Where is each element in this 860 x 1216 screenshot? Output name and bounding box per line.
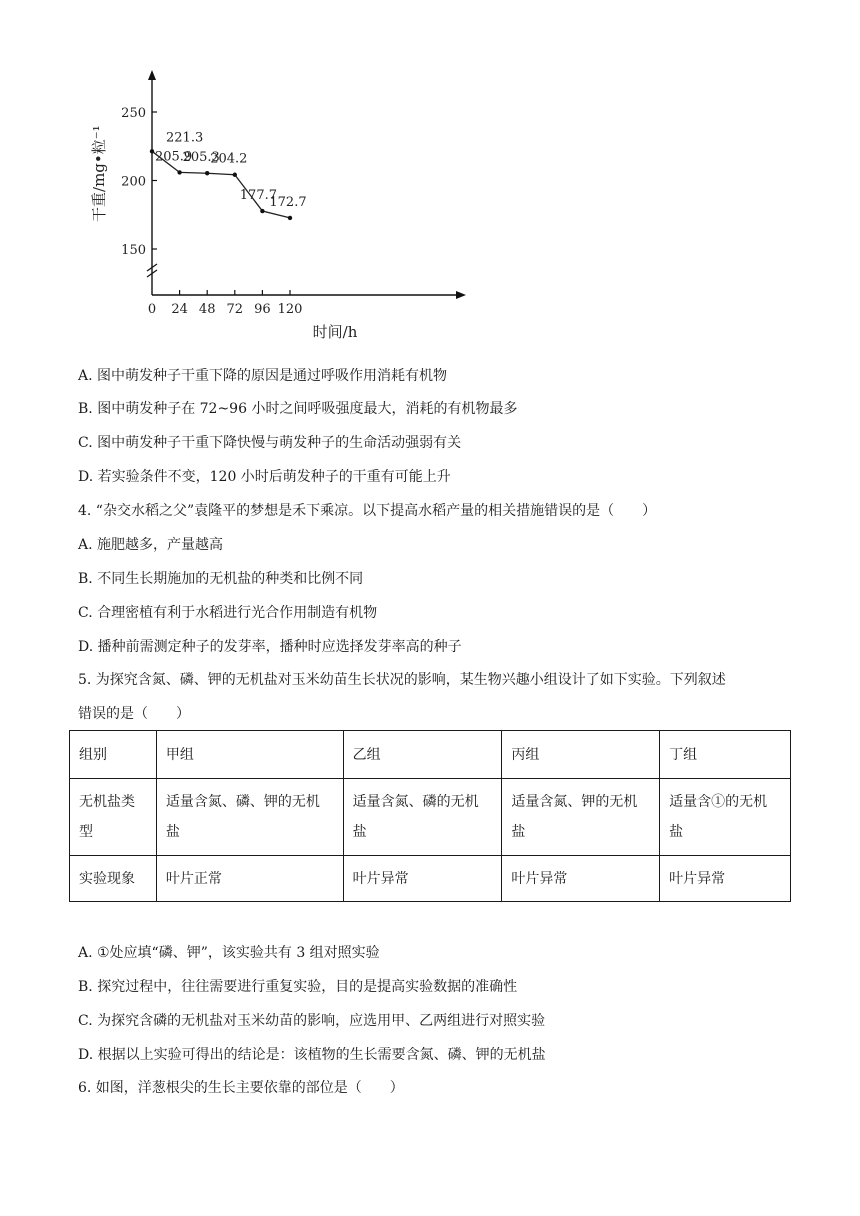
- q4-option-c: C. 合理密植有利于水稻进行光合作用制造有机物: [78, 605, 378, 621]
- q5-stem-line2: 错误的是（ ）: [78, 706, 190, 722]
- q5-stem-line1: 5. 为探究含氮、磷、钾的无机盐对玉米幼苗生长状况的影响，某生物兴趣小组设计了如下实验。下列叙述: [78, 672, 726, 688]
- data-label: 177.7: [239, 188, 278, 204]
- table-cell: 适量含氮、磷、钾的无机盐: [156, 779, 343, 856]
- q3-option-d: D. 若实验条件不变，120 小时后萌发种子的干重有可能上升: [78, 469, 451, 485]
- data-point: [288, 216, 292, 220]
- q4-option-a: A. 施肥越多，产量越高: [78, 537, 224, 553]
- data-point: [205, 171, 209, 175]
- table-cell: 叶片异常: [343, 856, 502, 902]
- data-point: [177, 170, 181, 174]
- x-tick-label: 24: [171, 302, 188, 317]
- y-tick-label: 250: [121, 106, 146, 121]
- x-tick-label: 120: [277, 302, 303, 317]
- data-label: 205.9: [154, 149, 193, 165]
- q5-option-d: D. 根据以上实验可得出的结论是：该植物的生长需要含氮、磷、钾的无机盐: [78, 1047, 546, 1063]
- table-header-row: [70, 731, 791, 779]
- y-tick-label: 150: [121, 243, 146, 258]
- table-cell: 叶片正常: [156, 856, 343, 902]
- table-cell: 适量含氮、钾的无机盐: [502, 779, 660, 856]
- data-point: [233, 173, 237, 177]
- dry-weight-line-chart: [80, 60, 480, 350]
- q4-option-b: B. 不同生长期施加的无机盐的种类和比例不同: [78, 571, 364, 587]
- table-cell: 实验现象: [70, 856, 157, 902]
- x-axis-label: 时间/h: [312, 323, 358, 341]
- q3-option-c: C. 图中萌发种子干重下降快慢与萌发种子的生命活动强弱有关: [78, 435, 462, 451]
- q5-option-b: B. 探究过程中，往往需要进行重复实验，目的是提高实验数据的准确性: [78, 979, 518, 995]
- x-axis-arrow: [456, 291, 466, 299]
- experiment-table: [69, 730, 791, 902]
- table-cell: 无机盐类型: [70, 779, 157, 856]
- x-tick-label: 96: [254, 302, 271, 317]
- table-cell: 适量含氮、磷的无机盐: [343, 779, 502, 856]
- q6-stem: 6. 如图，洋葱根尖的生长主要依靠的部位是（ ）: [78, 1080, 404, 1096]
- q5-option-c: C. 为探究含磷的无机盐对玉米幼苗的影响，应选用甲、乙两组进行对照实验: [78, 1013, 546, 1029]
- data-label: 204.2: [210, 151, 248, 167]
- table-cell: 丁组: [660, 731, 791, 779]
- q4-stem: 4. “杂交水稻之父”袁隆平的梦想是禾下乘凉。以下提高水稻产量的相关措施错误的是（ ）: [78, 503, 657, 519]
- q3-option-b: B. 图中萌发种子在 72~96 小时之间呼吸强度最大，消耗的有机物最多: [78, 401, 518, 417]
- x-tick-label: 0: [147, 302, 157, 317]
- data-label: 172.7: [269, 194, 307, 210]
- table-cell: 叶片异常: [660, 856, 791, 902]
- table-row: [70, 779, 791, 856]
- q4-option-d: D. 播种前需测定种子的发芽率，播种时应选择发芽率高的种子: [78, 639, 462, 655]
- y-axis-label: 干重/mg•粒⁻¹: [90, 125, 108, 222]
- table-cell: 适量含①的无机盐: [660, 779, 791, 856]
- table-cell: 甲组: [156, 731, 343, 779]
- data-point: [150, 149, 154, 153]
- table-cell: 组别: [70, 731, 157, 779]
- data-label: 205.3: [182, 150, 220, 166]
- q3-option-a: A. 图中萌发种子干重下降的原因是通过呼吸作用消耗有机物: [78, 368, 448, 384]
- y-axis-arrow: [148, 70, 156, 80]
- data-point: [260, 209, 264, 213]
- table-cell: 丙组: [502, 731, 660, 779]
- x-tick-label: 72: [226, 302, 244, 317]
- table-cell: 叶片异常: [502, 856, 660, 902]
- data-label: 221.3: [166, 130, 204, 146]
- q5-option-a: A. ①处应填“磷、钾”，该实验共有 3 组对照实验: [78, 945, 380, 961]
- x-tick-label: 48: [198, 302, 216, 317]
- table-cell: 乙组: [343, 731, 502, 779]
- table-row: [70, 856, 791, 902]
- y-tick-label: 200: [121, 174, 146, 190]
